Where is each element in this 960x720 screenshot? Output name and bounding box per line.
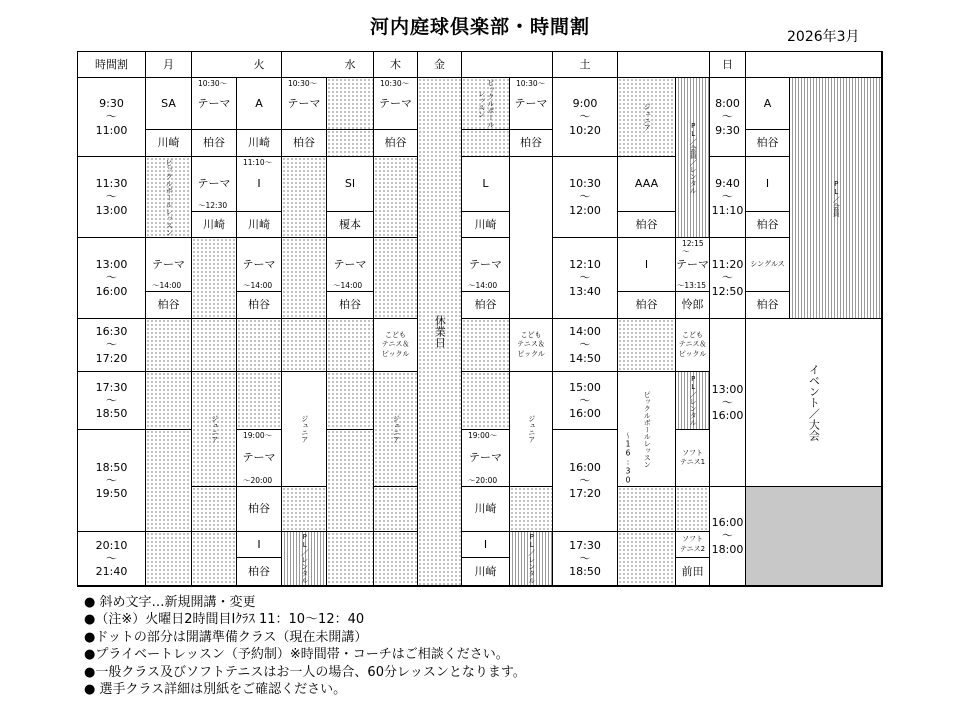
- cell-text: SA: [161, 96, 176, 110]
- cell-text: 日: [722, 57, 733, 71]
- cell-text: 12:10 ～ 13:40: [569, 258, 601, 298]
- cell-text: 柏谷: [203, 136, 225, 150]
- cell-text: PL／レンタル: [527, 533, 536, 584]
- cell-text: 9:00 ～ 10:20: [569, 97, 601, 137]
- cell-text: 柏谷: [248, 502, 270, 516]
- cell-text: 柏谷: [756, 217, 779, 231]
- cell-text: ピックルボールレッスン: [165, 158, 174, 236]
- cell-text: 16:00 ～ 18:00: [711, 516, 744, 556]
- cell-text: 13:00 ～ 16:00: [95, 258, 128, 298]
- start-time-note: 11:10～: [243, 158, 273, 167]
- cell-text: 川崎: [248, 136, 270, 150]
- cell-text: 10:30 ～ 12:00: [569, 177, 601, 217]
- cell-text: 月: [163, 57, 174, 71]
- cell-text: 川崎: [474, 502, 497, 516]
- cell-text: 榎本: [339, 217, 361, 231]
- cell-text: 20:10 ～ 21:40: [95, 538, 128, 579]
- note-item: ●プライベートレッスン（予約制）※時間帯・コーチはご相談ください。: [84, 647, 509, 663]
- note-item: ● 斜め文字…新規開講・変更: [84, 595, 256, 610]
- cell-text: ソフト テニス1: [679, 448, 706, 466]
- start-time-note: 10:30～: [380, 79, 410, 88]
- cell-text: 柏谷: [248, 564, 270, 578]
- cell-text: 17:30 ～ 18:50: [569, 538, 601, 579]
- cell-text: 川崎: [474, 564, 497, 578]
- cell-text: 時間割: [95, 57, 128, 71]
- cell-text: 8:00 ～ 9:30: [715, 97, 740, 137]
- cell-text: テーマ: [242, 451, 276, 465]
- cell-text: 16:00 ～ 17:20: [569, 460, 601, 501]
- end-time-note: ～12:30: [198, 200, 228, 210]
- cell-text: 木: [390, 57, 401, 71]
- cell-text: 柏谷: [293, 136, 315, 150]
- start-time-note: 19:00～: [243, 431, 273, 440]
- cell-text: 17:30 ～ 18:50: [95, 380, 128, 421]
- start-time-note: 19:00～: [468, 431, 498, 440]
- note-item: ● 選手クラス詳細は別紙をご確認ください。: [84, 682, 347, 698]
- table-frame: [77, 51, 883, 587]
- cell-text: 柏谷: [756, 298, 779, 312]
- start-time-note: 10:30～: [516, 79, 546, 88]
- cell-text: 13:00 ～ 16:00: [711, 382, 744, 423]
- end-time-note: ～14:00: [333, 280, 363, 290]
- cell-text: 15:00 ～ 16:00: [569, 380, 601, 421]
- cell-text: ジュニア: [643, 103, 652, 131]
- cell-text: PL／レンタル: [300, 533, 309, 584]
- cell-text: 柏谷: [384, 136, 407, 150]
- cell-text: 柏谷: [756, 136, 779, 150]
- cell-text: 金: [434, 57, 445, 71]
- cell-text: ジュニア: [210, 415, 219, 443]
- cell-text: テーマ: [469, 257, 502, 271]
- cell-text: 川崎: [157, 136, 180, 150]
- cell-text: PL／会員: [832, 179, 841, 217]
- date-label: 2026年3月: [787, 29, 860, 45]
- cell-text: テーマ: [287, 96, 321, 110]
- end-time-note: ～14:00: [243, 280, 273, 290]
- cell-text: 14:00 ～ 14:50: [569, 325, 601, 365]
- cell-text: テーマ: [242, 257, 276, 271]
- cell-text: テーマ: [197, 96, 231, 110]
- cell-text: テーマ: [676, 257, 709, 271]
- cell-text: 11:30 ～ 13:00: [95, 177, 128, 217]
- cell-text: 川崎: [203, 217, 225, 231]
- cell-text: I: [644, 257, 649, 271]
- page-title: 河内庭球倶楽部・時間割: [369, 16, 590, 38]
- end-time-note: ～16:30: [623, 431, 633, 484]
- end-time-note: ～20:00: [468, 475, 498, 485]
- end-time-note: ～13:15: [676, 280, 706, 290]
- cell-text: テーマ: [152, 257, 185, 271]
- cell-text: 川崎: [474, 217, 497, 231]
- start-time-note: 10:30～: [198, 79, 228, 88]
- note-item: ●一般クラス及びソフトテニスはお一人の場合、60分レッスンとなります。: [84, 664, 526, 680]
- notes-list: [84, 594, 526, 698]
- end-time-note: ～20:00: [243, 475, 273, 485]
- cell-text: ピックルボールレッスン: [477, 79, 495, 128]
- cell-text: I: [257, 537, 261, 551]
- cell-text: 前田: [681, 564, 704, 578]
- cell-text: 11:20 ～ 12:50: [711, 258, 744, 298]
- cell-text: ジュニア: [527, 415, 536, 443]
- start-time-note: 12:15～: [682, 239, 704, 256]
- timetable: [78, 52, 882, 586]
- cell-text: こども テニス＆ ピックル: [678, 330, 707, 358]
- start-time-note: 10:30～: [288, 79, 318, 88]
- cell-text: PL／レンタル: [689, 375, 698, 426]
- cell-text: テーマ: [197, 177, 231, 191]
- cell-text: L: [482, 177, 489, 191]
- cell-text: A: [763, 96, 772, 110]
- cell-text: ジュニア: [392, 415, 401, 443]
- cell-text: 9:30 ～ 11:00: [95, 97, 128, 137]
- cell-text: 柏谷: [339, 298, 361, 312]
- cell-text: イベント／大会: [807, 364, 821, 441]
- cell-text: テーマ: [469, 451, 502, 465]
- note-item: ●ドットの部分は開講準備クラス（現在未開講）: [84, 629, 368, 645]
- end-time-note: ～14:00: [152, 280, 182, 290]
- cell-text: ピックルボールレッスン: [643, 390, 652, 468]
- cell-text: 柏谷: [520, 136, 542, 150]
- cell-text: 土: [579, 57, 591, 71]
- cell-text: 18:50 ～ 19:50: [95, 460, 128, 501]
- cell-text: PL／会員／レンタル: [689, 121, 698, 194]
- cell-text: 水: [344, 57, 356, 71]
- cell-text: 9:40 ～ 11:10: [711, 177, 744, 217]
- note-item: ●（注※）火曜日2時間目Iｸﾗｽ 11：10～12：40: [84, 612, 365, 628]
- cell-text: こども テニス＆ ピックル: [517, 330, 545, 358]
- cell-text: I: [257, 177, 261, 191]
- cell-text: テーマ: [514, 96, 548, 110]
- cell-text: シングルス: [750, 259, 785, 268]
- cell-text: I: [765, 177, 770, 191]
- cell-text: ジュニア: [300, 415, 309, 443]
- end-time-note: ～14:00: [468, 280, 498, 290]
- cell-text: AAA: [634, 177, 659, 191]
- cell-text: I: [483, 537, 488, 551]
- cell-text: 16:30 ～ 17:20: [95, 325, 128, 365]
- cell-text: ソフト テニス2: [679, 535, 706, 553]
- cell-text: 柏谷: [248, 298, 270, 312]
- cell-text: A: [255, 96, 263, 110]
- cell-text: こども テニス＆ ピックル: [381, 330, 410, 358]
- cell-text: 柏谷: [474, 298, 497, 312]
- cell-text: 怜郎: [681, 298, 704, 312]
- cell-text: テーマ: [333, 257, 367, 271]
- cell-text: 柏谷: [157, 298, 180, 312]
- cell-text: SI: [344, 177, 356, 191]
- cell-text: 柏谷: [635, 217, 658, 231]
- cell-text: 休業日: [433, 315, 447, 348]
- cell-text: 火: [253, 57, 265, 71]
- cell-text: テーマ: [379, 96, 412, 110]
- cell-text: 柏谷: [635, 298, 658, 312]
- cell-text: 川崎: [248, 217, 270, 231]
